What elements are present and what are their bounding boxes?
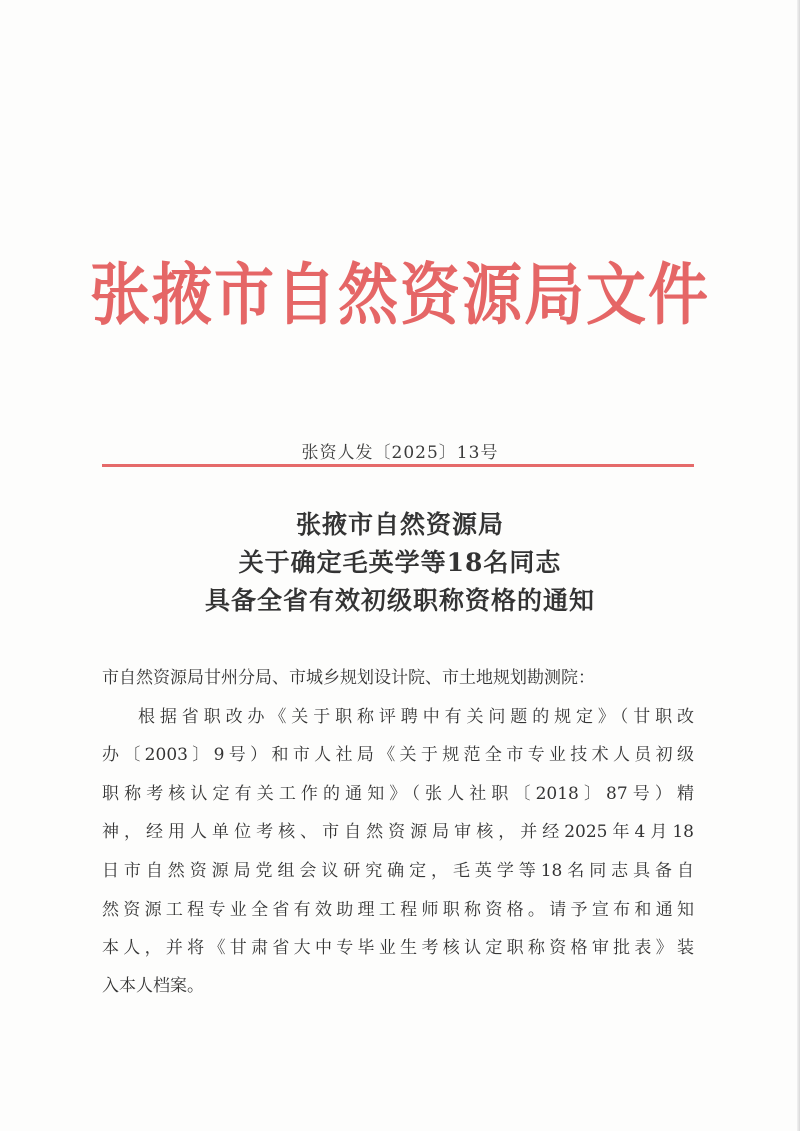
title-line-3: 具备全省有效初级职称资格的通知 <box>204 586 595 615</box>
body-line: 办〔2003〕9号）和市人社局《关于规范全市专业技术人员初级 <box>102 745 694 765</box>
body-line: 神，经用人单位考核、市自然资源局审核，并经2025年4月18 <box>102 822 694 842</box>
body-line: 职称考核认定有关工作的通知》（张人社职〔2018〕87号）精 <box>102 784 694 804</box>
agency-masthead: 张掖市自然资源局文件 <box>90 256 710 335</box>
title-line-2: 关于确定毛英学等18名同志 <box>238 548 562 577</box>
body-line: 本人，并将《甘肃省大中专毕业生考核认定职称资格审批表》装 <box>102 938 694 958</box>
red-divider-line <box>102 464 694 467</box>
addressee-line: 市自然资源局甘州分局、市城乡规划设计院、市土地规划勘测院： <box>102 668 595 688</box>
title-line-1: 张掖市自然资源局 <box>295 510 504 539</box>
body-line: 根据省职改办《关于职称评聘中有关问题的规定》（甘职改 <box>138 707 694 727</box>
body-line: 日市自然资源局党组会议研究确定，毛英学等18名同志具备自 <box>102 861 694 881</box>
body-line: 入本人档案。 <box>102 976 204 996</box>
body-line: 然资源工程专业全省有效助理工程师职称资格。请予宣布和通知 <box>102 900 694 920</box>
document-number: 张资人发〔2025〕13号 <box>301 443 499 463</box>
